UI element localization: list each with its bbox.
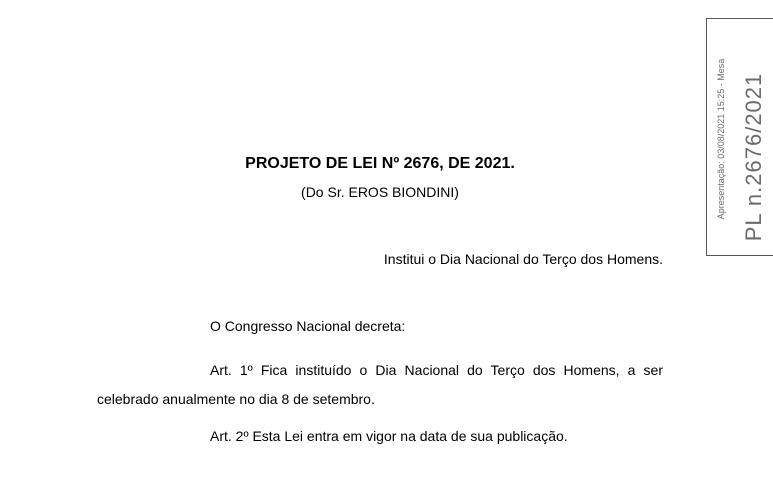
bill-author: (Do Sr. EROS BIONDINI): [301, 184, 459, 200]
bill-title: PROJETO DE LEI Nº 2676, DE 2021.: [245, 155, 515, 172]
bill-summary: Institui o Dia Nacional do Terço dos Homens.: [383, 251, 663, 267]
submission-stamp: [706, 18, 773, 256]
presentation-date: Apresentação: 03/08/2021 15:25 - Mesa: [716, 58, 726, 220]
decree-clause: O Congresso Nacional decreta:: [210, 318, 406, 334]
bill-number-stamp: PL n.2676/2021: [741, 72, 766, 242]
article-1: Art. 1º Fica instituído o Dia Nacional do Terço dos Homens, a ser celebrado anualmente no dia 8 de setembro.: [97, 362, 663, 407]
article-2: Art. 2º Esta Lei entra em vigor na data de sua publicação.: [210, 428, 568, 444]
